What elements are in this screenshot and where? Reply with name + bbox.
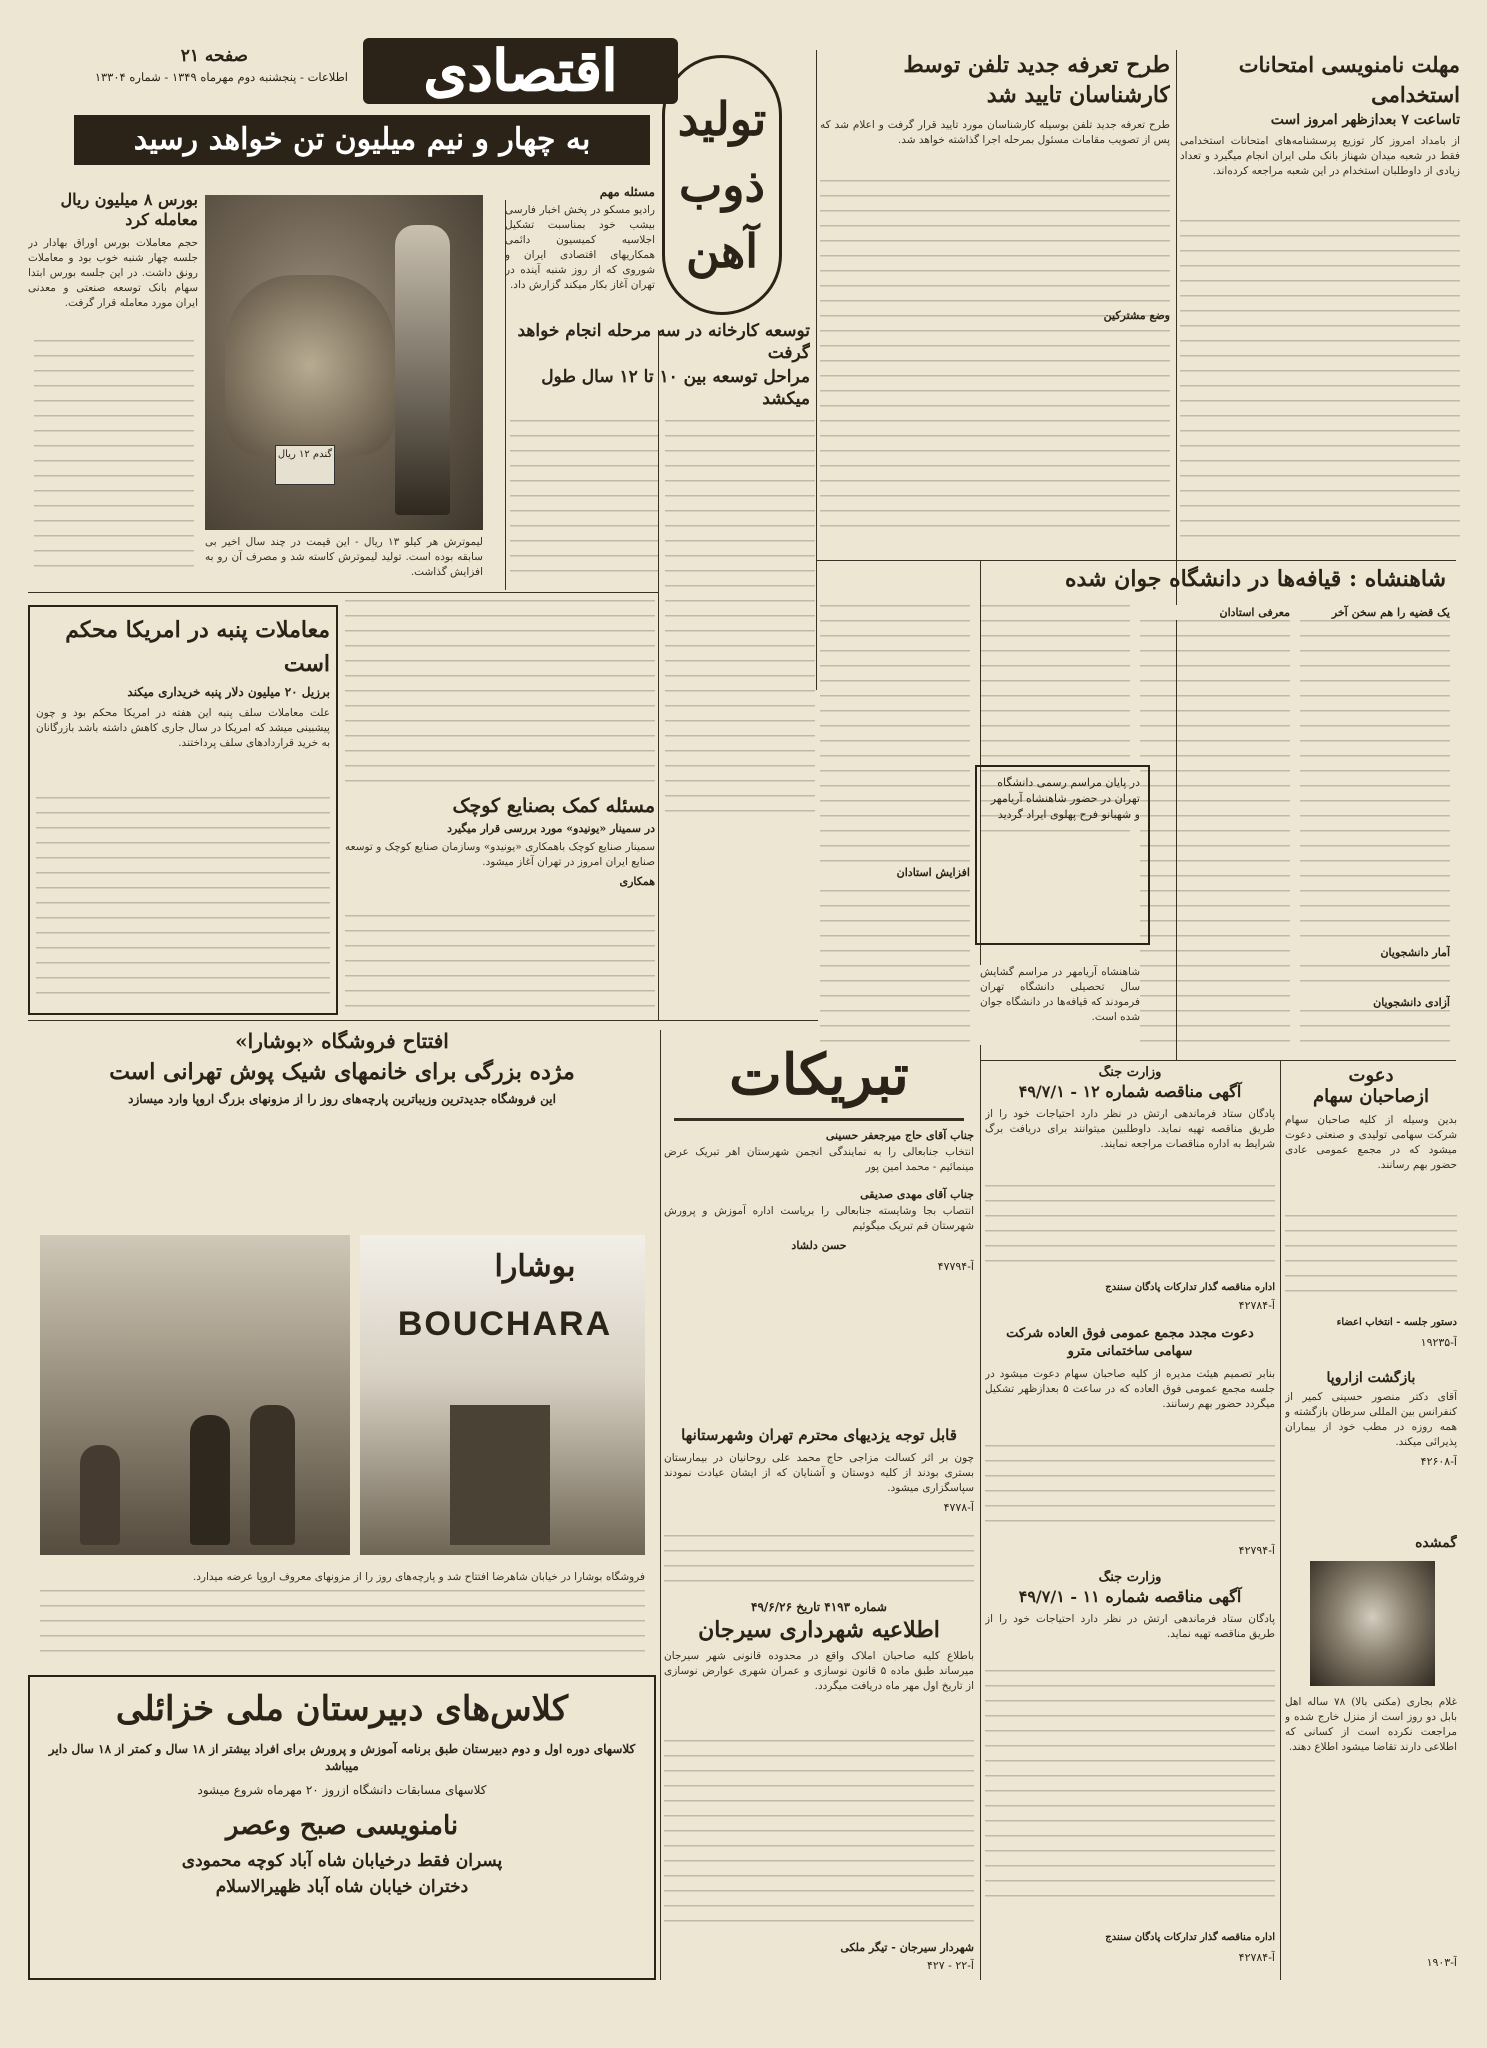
exam-article [1180,50,1460,555]
small-industries-article [345,795,655,1015]
boushara-photo-2 [360,1235,645,1555]
metro-code: آ-۴۲۷۹۴ [1238,1544,1275,1557]
class-ad-addr1: پسران فقط درخیابان شاه آباد کوچه محمودی [181,1851,503,1871]
class-ad-line1: کلاسهای دوره اول و دوم دبیرستان طبق برنامه آموزش و پرورش برای افراد بیشتر از ۱۸ سال و کمتر از ۱۸ سال دایر میباشد [48,1742,636,1773]
tabrik-item1-body: انتخاب جنابعالی را به نمایندگی انجمن شهرستان اهر تبریک عرض مینمائیم - محمد امین پور [664,1146,974,1173]
exam-title: مهلت نامنویسی امتحانات استخدامی [1238,52,1460,107]
lead-sub1: توسعه کارخانه در سه مرحله انجام خواهد گرفت [517,321,810,363]
shareholders-title: ازصاحبان سهام [1313,1086,1429,1107]
photo-caption: لیموترش هر کیلو ۱۳ ریال - این قیمت در چند سال اخیر بی سابقه بوده است. تولید لیموترش کاسته شد و مصرف آن رو به افزایش گذاشت. [205,536,483,578]
class-ad-title: کلاس‌های دبیرستان ملی خزائلی [115,1689,569,1729]
phone-tariff-title: طرح تعرفه جدید تلفن توسط کارشناسان تایید شد [903,52,1170,108]
fruit-photo [205,195,483,530]
tender-ad-11-body: پادگان ستاد فرماندهی ارتش در نظر دارد احتیاجات خود را از طریق مناقصه تهیه نماید. [985,1613,1275,1640]
bourse-body: حجم معاملات بورس اوراق بهادار در جلسه چهار شنبه خوب بود و معاملات رونق داشت. در این جلسه بورس ابتدا سهام بانک توسعه صنعتی و معدنی ایران مورد معامله قرار گرفت. [28,237,198,309]
lead-sub2: مراحل توسعه بین ۱۰ تا ۱۲ سال طول میکشد [541,367,810,409]
boushara-sign-en: BOUCHARA [397,1305,613,1343]
yazdi-notice [664,1425,974,1595]
tabrik-section [664,1040,974,1420]
shareholders-sign: دستور جلسه - انتخاب اعضاء [1336,1317,1457,1328]
phone-tariff-body: طرح تعرفه جدید تلفن بوسیله کارشناسان مورد تایید قرار گرفت و اعلام شد که پس از تصویب مقامات مسئول بمرحله اجرا گذاشته خواهد شد. [820,119,1170,146]
university-subhead-4: افزایش استادان [820,865,970,880]
boushara-headline: مژده بزرگی برای خانمهای شیک پوش تهرانی است [109,1059,575,1085]
small-industries-subtitle: در سمینار «یونیدو» مورد بررسی قرار میگیرد [447,822,655,835]
lead-body: رادیو مسکو در پخش اخبار فارسی بیشب خود بمناسبت تشکیل اجلاسیه کمیسیون دائمی همکاریهای اقتصادی ایران و شوروی که از روز شنبه آینده در تهران آغاز بکار میکند گزارش داد. [505,204,655,291]
phone-tariff-article [820,50,1170,555]
missing-person-photo [1310,1561,1435,1686]
boushara-subline: این فروشگاه جدیدترین وزیباترین پارچه‌های روز را از مزونهای بزرگ اروپا وارد میسازد [128,1092,556,1106]
yazdi-body: چون بر اثر کسالت مزاجی حاج محمد علی روحانیان در بیمارستان بستری بودند از کلیه دوستان و آشنایان که از ایشان عیادت نمودند سپاسگزاری میشود. [664,1452,974,1494]
boushara-ad [28,1030,656,1670]
boushara-title: افتتاح فروشگاه «بوشارا» [235,1030,449,1053]
sirjan-notice [664,1600,974,1980]
class-ad-addr2: دختران خیابان شاه آباد ظهیرالاسلام [215,1877,469,1897]
missing-person-code: آ-۱۹۰۳ [1426,1956,1457,1969]
price-sign: گندم ۱۲ ریال [275,445,335,485]
tender-ad-12-sign: اداره مناقصه گذار تدارکات پادگان سنندج [1105,1282,1275,1293]
exam-subtitle: تاساعت ۷ بعدازظهر امروز است [1270,112,1460,128]
return-body: آقای دکتر منصور حسینی کمیر از کنفرانس بین المللی سرطان بازگشته و همه روزه در مطب خود از بیماران پذیرائی میکند. [1285,1391,1457,1448]
shareholders-invitation [1285,1065,1457,1365]
tender-ad-12-body: پادگان ستاد فرماندهی ارتش در نظر دارد احتیاجات خود را از طریق مناقصه تهیه نماید. داوطلبین میتوانند برای دریافت برگ شرایط به اداره مناقصات مراجعه نمایند. [985,1108,1275,1150]
tabrik-code: آ-۴۷۷۹۴ [937,1260,974,1273]
university-body: شاهنشاه آریامهر در مراسم گشایش سال تحصیلی دانشگاه تهران فرمودند که قیافه‌ها در دانشگاه جوان شده است. [980,965,1140,1045]
boushara-photo-1 [40,1235,350,1555]
shareholders-header: دعوت [1348,1065,1394,1086]
missing-person-notice [1285,1535,1457,1980]
shareholders-code: آ-۱۹۲۳۵ [1420,1336,1457,1349]
tender-ad-12 [985,1065,1275,1320]
metro-body: بنابر تصمیم هیئت مدیره از کلیه صاحبان سهام دعوت میشود در جلسه مجمع عمومی فوق العاده که در ساعت ۵ بعدازظهر تشکیل میگردد حضور بهم رسانند. [985,1368,1275,1410]
tender-ad-12-header: وزارت جنگ [1098,1065,1162,1080]
tender-ad-11-code: آ-۴۲۷۸۴ [1238,1951,1275,1964]
tabrik-item2-name: جناب آقای مهدی صدیقی [860,1188,974,1201]
lead-column [505,185,655,325]
class-ad-line2: کلاسهای مسابقات دانشگاه ازروز ۲۰ مهرماه شروع میشود [197,1783,487,1797]
university-subhead-2: آمار دانشجویان [1300,945,1450,960]
tabrik-item1-name: جناب آقای حاج میرجعفر حسینی [825,1129,974,1142]
university-box-text: در پایان مراسم رسمی دانشگاه تهران در حضور شاهنشاه آریامهر و شهبانو فرح پهلوی ایراد گردید [990,776,1140,821]
lead-vertical-title [662,55,782,315]
small-industries-title: مسئله کمک بصنایع کوچک [452,795,655,817]
class-ad [28,1675,656,1980]
bourse-article [28,190,198,590]
return-title: بازگشت ازاروپا [1326,1370,1416,1386]
university-subhead-5: یک قضیه را هم سخن آخر [1300,605,1450,620]
tender-ad-12-code: آ-۴۲۷۸۴ [1238,1299,1275,1312]
university-article [820,565,1456,1055]
lead-banner [74,115,650,165]
tender-ad-11-title: آگهی مناقصه شماره ۱۱ - ۴۹/۷/۱ [1018,1587,1242,1606]
class-ad-subtitle: نامنویسی صبح وعصر [225,1811,459,1841]
small-industries-subhead: همکاری [619,875,655,888]
phone-tariff-subhead: وضع مشترکین [1103,309,1170,322]
shareholders-body: بدین وسیله از کلیه صاحبان سهام شرکت سهامی تولیدی و صنعتی دعوت میشود که در مجمع عمومی عادی حضور بهم رسانند. [1285,1114,1457,1171]
tender-ad-12-title: آگهی مناقصه شماره ۱۲ - ۴۹/۷/۱ [1018,1082,1242,1101]
missing-person-title: گمشده [1415,1535,1457,1551]
boushara-sign-fa: بوشارا [494,1249,576,1284]
lead-banner-text: به چهار و نیم میلیون تن خواهد رسید [133,122,591,157]
page-label: صفحه ۲۱ [180,46,248,66]
tabrik-item2-sign: حسن دلشاد [791,1239,847,1252]
missing-person-body: غلام بجاری (مکنی بالا) ۷۸ ساله اهل بابل دو روز است از منزل خارج شده و مراجعت نکرده است از کسانی که اطلاعی دارند تقاضا میشود اطلاع دهند. [1285,1696,1457,1753]
tender-ad-11-header: وزارت جنگ [1098,1570,1162,1585]
sirjan-title: اطلاعیه شهرداری سیرجان [698,1617,940,1643]
return-notice [1285,1370,1457,1530]
tabrik-item2-body: انتصاب بجا وشایسته جنابعالی را بریاست اداره آموزش و پرورش شهرستان قم تبریک میگوئیم [664,1205,974,1232]
section-title: اقتصادی [363,38,678,104]
sirjan-code: آ-۲۲ - ۴۲۷ [926,1959,974,1972]
tender-ad-11 [985,1570,1275,1980]
cotton-body: علت معاملات سلف پنبه این هفته در امریکا محکم بود و چون پیشبینی میشد که امریکا در سال جاری کاهش داشته باشد بازرگانان به خرید قراردادهای سلف پرداختند. [36,707,330,749]
metro-title: دعوت مجدد مجمع عمومی فوق العاده شرکت سهامی ساختمانی مترو [1006,1326,1254,1359]
cotton-article [28,605,338,1015]
tender-ad-11-sign: اداره مناقصه گذار تدارکات پادگان سنندج [1105,1932,1275,1943]
sirjan-number: شماره ۴۱۹۳ تاریخ ۴۹/۶/۲۶ [751,1600,887,1614]
small-industries-body: سمینار صنایع کوچک باهمکاری «یونیدو» وسازمان صنایع کوچک و توسعه صنایع ایران امروز در تهران آغاز میشود. [345,841,655,868]
university-subhead-1: معرفی استادان [1140,605,1290,620]
yazdi-title: قابل توجه یزدیهای محترم تهران وشهرستانها [681,1426,957,1444]
issue-line: اطلاعات - پنجشنبه دوم مهرماه ۱۳۴۹ - شماره ۱۳۳۰۴ [94,70,348,84]
university-box [975,765,1150,945]
lead-note-heading: مسئله مهم [599,185,655,199]
cotton-subtitle: برزیل ۲۰ میلیون دلار پنبه خریداری میکند [127,685,330,699]
cotton-title: معاملات پنبه در امریکا محکم است [65,617,330,677]
return-code: آ-۴۲۶۰۸ [1420,1455,1457,1468]
university-title: شاهنشاه : قیافه‌ها در دانشگاه جوان شده [1065,566,1446,592]
sirjan-body: باطلاع کلیه صاحبان املاک واقع در محدوده قانونی شهر سیرجان میرساند طبق ماده ۵ قانون نوسازی و عمران شهری عوارض نوسازی از تاریخ اول مهر ماه دریافت میگردد. [664,1650,974,1692]
yazdi-code: آ-۴۷۷۸ [943,1501,974,1514]
exam-body: از بامداد امروز کار توزیع پرسشنامه‌های امتحانات استخدامی فقط در شعبه میدان شهناز بانک ملی ایران انجام میگیرد و تعداد زیادی از داوطلبان استخدام در این شعبه مراجعه کرده‌اند. [1180,135,1460,177]
sirjan-sign: شهردار سیرجان - تیگر ملکی [840,1941,974,1954]
bourse-title: بورس ۸ میلیون ریال معامله کرد [60,190,198,229]
lead-vertical-title-text: تولید ذوب آهن [677,92,767,278]
university-subhead-3: آزادی دانشجویان [1300,995,1450,1010]
boushara-body: فروشگاه بوشارا در خیابان شاهرضا افتتاح شد و پارچه‌های روز را از مزونهای معروف اروپا عرضه میدارد. [192,1571,645,1583]
tabrik-title: تبریکات [729,1042,909,1108]
metro-notice [985,1325,1275,1565]
